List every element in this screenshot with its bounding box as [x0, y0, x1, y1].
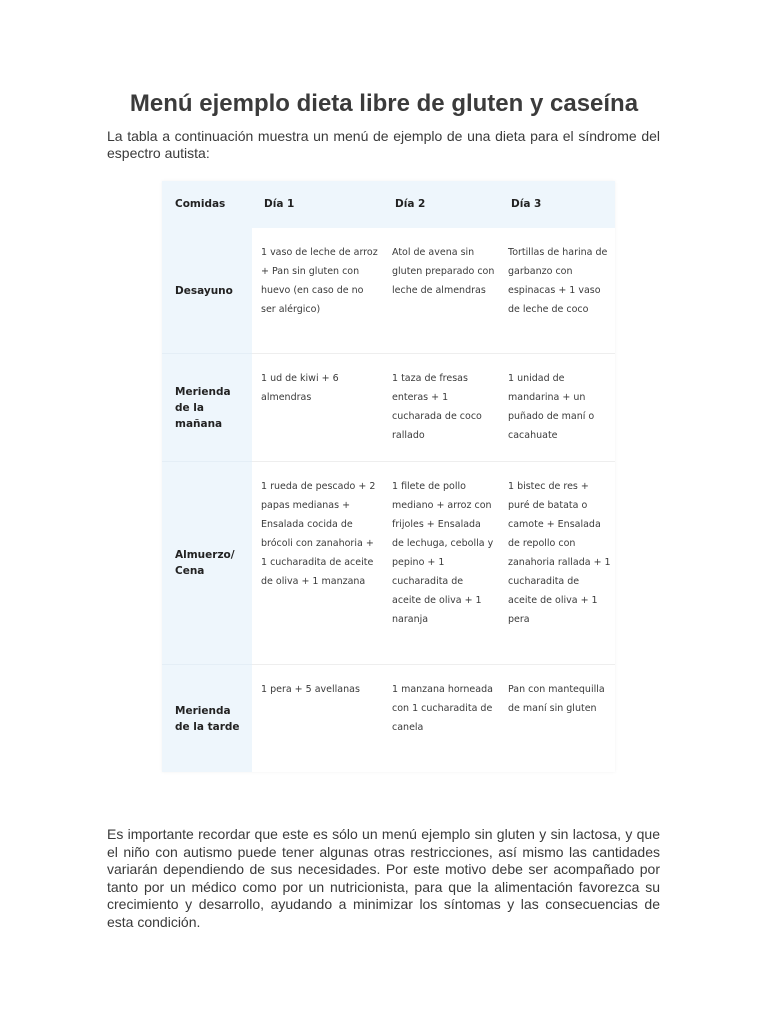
- table-row: [162, 354, 615, 462]
- cell-almuerzo-dia-1: 1 rueda de pescado + 2 papas medianas + Ensalada cocida de brócoli con zanahoria + 1 cucharadita de aceite de oliva + 1 manzana: [252, 462, 383, 665]
- page-title: Menú ejemplo dieta libre de gluten y caseína: [129, 90, 639, 117]
- menu-table: [162, 181, 615, 772]
- cell-desayuno-dia-1: 1 vaso de leche de arroz + Pan sin gluten con huevo (en caso de no ser alérgico): [252, 228, 383, 354]
- cell-desayuno-dia-2: Atol de avena sin gluten preparado con leche de almendras: [383, 228, 499, 354]
- header-dia-1: Día 1: [252, 181, 383, 228]
- meal-desayuno: Desayuno: [162, 228, 252, 354]
- intro-paragraph: La tabla a continuación muestra un menú de ejemplo de una dieta para el síndrome del espectro autista:: [107, 128, 660, 161]
- table-row: [162, 462, 615, 665]
- table-row: [162, 228, 615, 354]
- meal-merienda-tarde: Merienda de la tarde: [162, 665, 252, 773]
- table-header-row: [162, 181, 615, 228]
- cell-merienda-manana-dia-1: 1 ud de kiwi + 6 almendras: [252, 354, 383, 462]
- cell-merienda-tarde-dia-3: Pan con mantequilla de maní sin gluten: [499, 665, 615, 773]
- header-dia-3: Día 3: [499, 181, 615, 228]
- header-dia-2: Día 2: [383, 181, 499, 228]
- closing-paragraph: Es importante recordar que este es sólo un menú ejemplo sin gluten y sin lactosa, y que el niño con autismo puede tener algunas otras restricciones, así mismo las cantidades variarán dependiendo de sus necesidades. Por este motivo debe ser acompañado por tanto por un médico como por un nutricionista, para que la alimentación favorezca su crecimiento y desarrollo, ayudando a minimizar los síntomas y las consecuencias de esta condición.: [107, 826, 660, 930]
- cell-almuerzo-dia-3: 1 bistec de res + puré de batata o camote + Ensalada de repollo con zanahoria rallada + 1 cucharadita de aceite de oliva + 1 pera: [499, 462, 615, 665]
- cell-merienda-manana-dia-2: 1 taza de fresas enteras + 1 cucharada de coco rallado: [383, 354, 499, 462]
- meal-merienda-manana: Merienda de la mañana: [162, 354, 252, 462]
- cell-almuerzo-dia-2: 1 filete de pollo mediano + arroz con frijoles + Ensalada de lechuga, cebolla y pepino + 1 cucharadita de aceite de oliva + 1 naranja: [383, 462, 499, 665]
- cell-merienda-tarde-dia-2: 1 manzana horneada con 1 cucharadita de canela: [383, 665, 499, 773]
- cell-merienda-tarde-dia-1: 1 pera + 5 avellanas: [252, 665, 383, 773]
- header-comidas: Comidas: [162, 181, 252, 228]
- table-row: [162, 665, 615, 773]
- meal-almuerzo-cena: Almuerzo/ Cena: [162, 462, 252, 665]
- cell-merienda-manana-dia-3: 1 unidad de mandarina + un puñado de maní o cacahuate: [499, 354, 615, 462]
- cell-desayuno-dia-3: Tortillas de harina de garbanzo con espinacas + 1 vaso de leche de coco: [499, 228, 615, 354]
